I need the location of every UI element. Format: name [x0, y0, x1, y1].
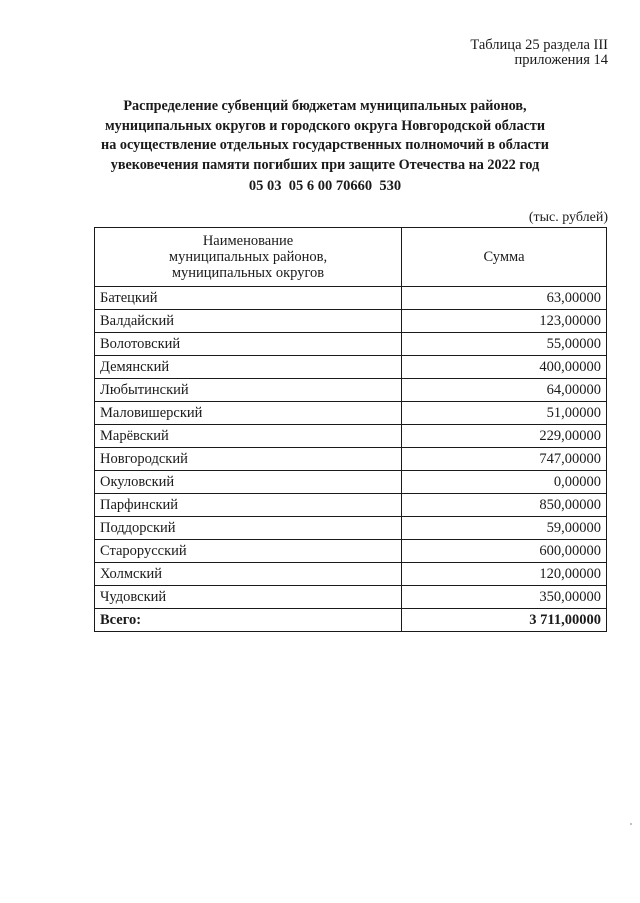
- total-label-cell: Всего:: [95, 609, 402, 632]
- district-name-cell: Батецкий: [95, 287, 402, 310]
- table-header-row: [95, 228, 607, 287]
- district-name-cell: Окуловский: [95, 471, 402, 494]
- table-row: [95, 356, 607, 379]
- table-reference: [470, 38, 608, 68]
- header-name-line-2: муниципальных районов,: [168, 249, 328, 265]
- table-row: [95, 425, 607, 448]
- table-row: [95, 402, 607, 425]
- district-sum-cell: 0,00000: [402, 471, 607, 494]
- table-row: [95, 287, 607, 310]
- total-sum-cell: 3 711,00000: [402, 609, 607, 632]
- table-row: [95, 333, 607, 356]
- district-name-cell: Валдайский: [95, 310, 402, 333]
- document-title: [60, 97, 590, 175]
- district-name-cell: Любытинский: [95, 379, 402, 402]
- district-name-cell: Холмский: [95, 563, 402, 586]
- title-line-3: на осуществление отдельных государственных полномочий в области: [101, 137, 549, 153]
- table-row: [95, 471, 607, 494]
- table-row: [95, 586, 607, 609]
- table-row: [95, 563, 607, 586]
- district-name-cell: Маловишерский: [95, 402, 402, 425]
- district-sum-cell: 400,00000: [402, 356, 607, 379]
- header-name-line-1: Наименование: [202, 233, 294, 249]
- title-line-1: Распределение субвенций бюджетам муниципальных районов,: [123, 98, 527, 114]
- table-row: [95, 540, 607, 563]
- district-name-cell: Поддорский: [95, 517, 402, 540]
- district-sum-cell: 229,00000: [402, 425, 607, 448]
- table-row: [95, 310, 607, 333]
- district-name-cell: Марёвский: [95, 425, 402, 448]
- district-sum-cell: 59,00000: [402, 517, 607, 540]
- header-sum-cell: Сумма: [402, 228, 607, 287]
- title-line-2: муниципальных округов и городского округа Новгородской области: [104, 117, 546, 134]
- district-sum-cell: 350,00000: [402, 586, 607, 609]
- district-name-cell: Новгородский: [95, 448, 402, 471]
- district-name-cell: Чудовский: [95, 586, 402, 609]
- district-sum-cell: 64,00000: [402, 379, 607, 402]
- table-total-row: [95, 609, 607, 632]
- scan-speck: [630, 823, 632, 825]
- units-label: (тыс. рублей): [528, 210, 608, 225]
- header-name-line-3: муниципальных округов: [171, 265, 325, 281]
- budget-code: 05 03 05 6 00 70660 530: [248, 178, 402, 194]
- table-row: [95, 448, 607, 471]
- district-sum-cell: 51,00000: [402, 402, 607, 425]
- district-name-cell: Старорусский: [95, 540, 402, 563]
- district-sum-cell: 123,00000: [402, 310, 607, 333]
- table-reference-line-2: приложения 14: [514, 52, 608, 68]
- district-name-cell: Демянский: [95, 356, 402, 379]
- district-name-cell: Волотовский: [95, 333, 402, 356]
- district-sum-cell: 747,00000: [402, 448, 607, 471]
- district-sum-cell: 850,00000: [402, 494, 607, 517]
- header-name-cell: [95, 228, 402, 287]
- district-sum-cell: 55,00000: [402, 333, 607, 356]
- table-row: [95, 517, 607, 540]
- title-line-4: увековечения памяти погибших при защите Отечества на 2022 год: [110, 156, 540, 173]
- district-sum-cell: 63,00000: [402, 287, 607, 310]
- district-name-cell: Парфинский: [95, 494, 402, 517]
- table-row: [95, 494, 607, 517]
- district-sum-cell: 120,00000: [402, 563, 607, 586]
- table-row: [95, 379, 607, 402]
- distribution-table: [94, 227, 607, 632]
- table-reference-line-1: Таблица 25 раздела III: [470, 37, 608, 53]
- district-sum-cell: 600,00000: [402, 540, 607, 563]
